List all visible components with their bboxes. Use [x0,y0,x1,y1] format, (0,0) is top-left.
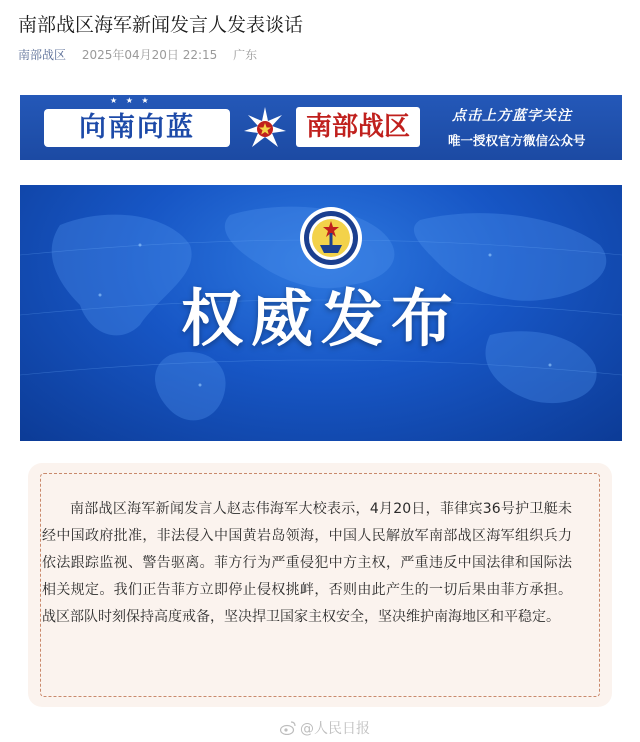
hero-image [20,185,622,441]
navy-badge-icon [298,205,364,271]
banner-mid-text: 南部战区 [296,107,420,147]
watermark-text: @人民日报 [300,721,370,737]
weibo-icon [280,721,296,735]
banner-official-account: 唯一授权官方微信公众号 [448,133,586,148]
article-meta [18,46,269,63]
banner-stars-decoration: ★ ★ ★ [110,96,152,105]
banner-left-text: 向南向蓝 [44,109,230,147]
watermark [280,718,370,738]
notice-paragraph: 南部战区海军新闻发言人赵志伟海军大校表示，4月20日，菲律宾36号护卫艇未经中国政府批准，非法侵入中国黄岩岛领海，中国人民解放军南部战区海军组织兵力依法跟踪监视、警告驱离。菲方行为严重侵犯中方主权，严重违反中国法律和国际法相关规定。我们正告菲方立即停止侵权挑衅，否则由此产生的一切后果由菲方承担。战区部队时刻保持高度戒备，坚决捍卫国家主权安全，坚决维护南海地区和平稳定。 [42,501,572,625]
banner-follow-hint: 点击上方蓝字关注 [452,108,572,124]
follow-banner[interactable] [20,95,622,160]
publish-datetime: 2025年04月20日 22:15 [81,48,218,62]
hero-title: 权威发布 [180,282,461,355]
army-emblem-icon [242,105,288,151]
publish-location: 广东 [233,48,258,62]
author-link[interactable]: 南部战区 [18,48,67,62]
notice-box [28,463,612,707]
article-title: 南部战区海军新闻发言人发表谈话 [18,14,304,36]
